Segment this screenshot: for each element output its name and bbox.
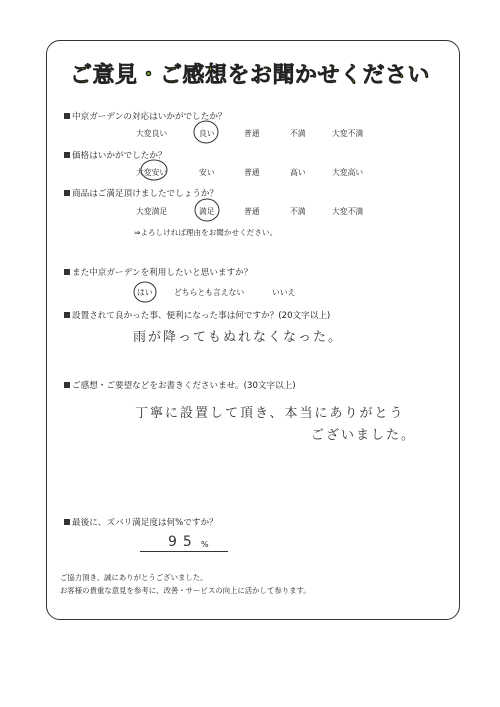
- question-5-answer[interactable]: 雨が降ってもぬれなくなった。: [133, 330, 344, 345]
- q3-option-3[interactable]: 普通: [244, 207, 260, 216]
- satisfaction-unit: %: [201, 540, 209, 549]
- q4-option-2[interactable]: どちらとも言えない: [174, 288, 245, 297]
- satisfaction-value[interactable]: 95: [168, 534, 198, 550]
- q3-selection-circle: [195, 199, 219, 221]
- q3-option-1[interactable]: 大変満足: [136, 207, 168, 216]
- question-4-label: また中京ガーデンを利用したいと思いますか？: [72, 268, 253, 278]
- q1-option-5[interactable]: 大変不満: [332, 129, 364, 138]
- q1-option-1[interactable]: 大変良い: [136, 129, 168, 138]
- question-6-answer-line-2[interactable]: ございました。: [311, 428, 417, 443]
- question-1-label: 中京ガーデンの対応はいかがでしたか？: [72, 112, 227, 122]
- q3-option-4[interactable]: 不満: [290, 207, 306, 216]
- question-3-label: 商品はご満足頂けましたでしょうか？: [72, 189, 219, 199]
- footer-message: お客様の貴重な意見を参考に、改善・サービスの向上に活かして参ります。: [60, 586, 311, 595]
- q4-selection-circle: [134, 282, 156, 302]
- question-2-label: 価格はいかがでしたか？: [72, 151, 167, 161]
- q2-option-4[interactable]: 高い: [290, 168, 306, 177]
- question-3-note: ⇒よろしければ理由をお聞かせください。: [134, 228, 278, 237]
- question-6-label: ご感想・ご要望などをお書きくださいませ。(30文字以上): [72, 381, 296, 391]
- q2-option-5[interactable]: 大変高い: [332, 168, 364, 177]
- q4-option-3[interactable]: いいえ: [272, 288, 296, 297]
- footer-thanks: ご協力頂き、誠にありがとうございました。: [60, 573, 208, 582]
- q1-option-3[interactable]: 普通: [244, 129, 260, 138]
- question-6-answer-line-1[interactable]: 丁寧に設置して頂き、本当にありがとう: [135, 406, 405, 421]
- q2-option-2[interactable]: 安い: [199, 168, 215, 177]
- q2-selection-circle: [141, 160, 167, 180]
- question-7-label: 最後に、ズバリ満足度は何%ですか？: [72, 518, 218, 528]
- q3-option-5[interactable]: 大変不満: [332, 207, 364, 216]
- q4-option-1[interactable]: はい: [137, 288, 153, 297]
- q1-selection-circle: [194, 121, 218, 143]
- page-title: ご意見・ご感想をお聞かせください: [69, 63, 430, 88]
- q2-option-3[interactable]: 普通: [244, 168, 260, 177]
- q1-option-4[interactable]: 不満: [290, 129, 306, 138]
- q3-option-2[interactable]: 満足: [199, 207, 215, 216]
- question-5-label: 設置されて良かった事、便利になった事は何ですか？(20文字以上): [72, 311, 331, 321]
- q1-option-2[interactable]: 良い: [199, 129, 215, 138]
- q2-option-1[interactable]: 大変安い: [136, 168, 168, 177]
